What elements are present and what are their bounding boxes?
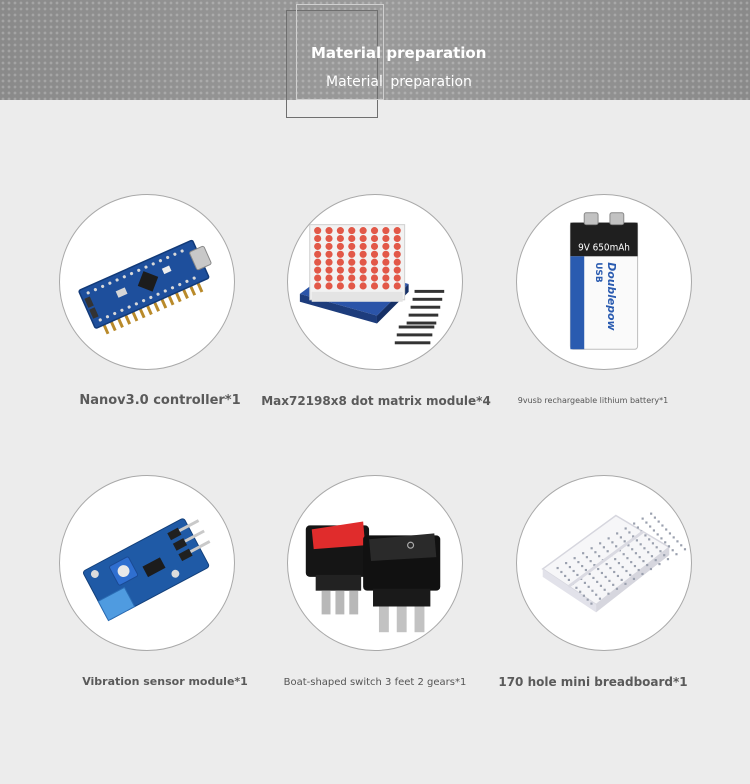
led-dot: [348, 235, 355, 242]
led-dot: [348, 227, 355, 234]
led-dot: [314, 235, 321, 242]
breadboard-hole: [596, 581, 598, 583]
led-dot: [360, 267, 367, 274]
breadboard-hole: [601, 572, 603, 574]
breadboard-hole: [599, 542, 601, 544]
led-dot: [360, 251, 367, 258]
item-label-breadboard: 170 hole mini breadboard*1: [498, 675, 688, 689]
led-dot-matrix-module-icon: [288, 195, 462, 369]
led-dot: [348, 243, 355, 250]
breadboard-hole: [642, 518, 644, 520]
led-dot: [394, 274, 401, 281]
breadboard-hole: [620, 536, 622, 538]
breadboard-hole: [588, 586, 590, 588]
led-dot: [337, 235, 344, 242]
led-dot: [325, 251, 332, 258]
breadboard-hole: [621, 579, 623, 581]
breadboard-hole: [560, 571, 562, 573]
led-dot: [314, 243, 321, 250]
breadboard-hole: [583, 595, 585, 597]
led-dot: [314, 227, 321, 234]
led-dot: [314, 259, 321, 266]
breadboard-hole: [607, 550, 609, 552]
item-label-battery: 9vusb rechargeable lithium battery*1: [517, 396, 669, 405]
breadboard-hole: [576, 574, 578, 576]
breadboard-hole: [577, 561, 579, 563]
led-dot: [325, 243, 332, 250]
breadboard-hole: [661, 524, 663, 526]
led-dot: [382, 251, 389, 258]
breadboard-hole: [624, 540, 626, 542]
battery-brand: Doublepow: [604, 262, 618, 331]
breadboard-hole: [603, 546, 605, 548]
breadboard-hole: [597, 568, 599, 570]
breadboard-hole: [625, 570, 627, 572]
led-dot: [348, 282, 355, 289]
breadboard-hole: [586, 556, 588, 558]
breadboard-hole: [624, 583, 626, 585]
breadboard-hole: [664, 541, 666, 543]
breadboard-hole: [557, 567, 559, 569]
breadboard-hole: [608, 537, 610, 539]
led-dot: [382, 243, 389, 250]
breadboard-hole: [626, 557, 628, 559]
led-dot: [382, 282, 389, 289]
breadboard-hole: [591, 547, 593, 549]
breadboard-hole: [656, 546, 658, 548]
led-dot: [348, 259, 355, 266]
led-dot: [360, 235, 367, 242]
item-image-battery: [516, 194, 692, 370]
led-dot: [371, 251, 378, 258]
breadboard-hole: [568, 579, 570, 581]
breadboard-hole: [607, 593, 609, 595]
led-dot: [325, 235, 332, 242]
breadboard-hole: [629, 574, 631, 576]
led-dot: [382, 259, 389, 266]
breadboard-hole: [623, 553, 625, 555]
led-dot: [394, 259, 401, 266]
breadboard-hole: [673, 536, 675, 538]
breadboard-hole: [565, 562, 567, 564]
breadboard-hole: [651, 555, 653, 557]
led-dot: [348, 267, 355, 274]
led-dot: [337, 259, 344, 266]
led-dot: [337, 251, 344, 258]
breadboard-hole: [569, 566, 571, 568]
breadboard-hole: [595, 594, 597, 596]
breadboard-hole: [614, 558, 616, 560]
breadboard-hole: [667, 558, 669, 560]
led-dot: [382, 227, 389, 234]
item-label-dot-matrix: Max72198x8 dot matrix module*4: [261, 394, 491, 408]
item-label-rocker-switch: Boat-shaped switch 3 feet 2 gears*1: [283, 677, 467, 688]
breadboard-hole: [594, 551, 596, 553]
breadboard-hole: [613, 571, 615, 573]
led-dot: [337, 267, 344, 274]
led-dot: [348, 251, 355, 258]
led-dot: [371, 227, 378, 234]
breadboard-hole: [605, 576, 607, 578]
breadboard-hole: [591, 590, 593, 592]
led-dot: [314, 267, 321, 274]
breadboard-hole: [617, 575, 619, 577]
led-dot: [371, 259, 378, 266]
breadboard-hole: [635, 552, 637, 554]
breadboard-hole: [669, 532, 671, 534]
breadboard-hole: [650, 568, 652, 570]
led-dot: [337, 243, 344, 250]
breadboard-hole: [573, 570, 575, 572]
breadboard-hole: [625, 527, 627, 529]
led-dot: [371, 282, 378, 289]
breadboard-hole: [665, 528, 667, 530]
breadboard-hole: [650, 513, 652, 515]
item-image-nano-controller: [59, 194, 235, 370]
breadboard-hole: [680, 544, 682, 546]
item-label-vibration-sensor: Vibration sensor module*1: [82, 675, 248, 688]
breadboard-hole: [636, 539, 638, 541]
breadboard-hole: [590, 560, 592, 562]
item-image-vibration-sensor: [59, 475, 235, 651]
breadboard-hole: [611, 541, 613, 543]
arduino-nano-board-icon: [60, 195, 234, 369]
led-dot: [394, 267, 401, 274]
breadboard-hole: [644, 534, 646, 536]
breadboard-hole: [658, 520, 660, 522]
breadboard-hole: [642, 560, 644, 562]
led-dot: [325, 227, 332, 234]
breadboard-hole: [631, 548, 633, 550]
mini-breadboard-icon: [517, 476, 691, 650]
breadboard-hole: [606, 563, 608, 565]
page-title: Material preparation: [311, 44, 487, 62]
breadboard-hole: [628, 531, 630, 533]
breadboard-hole: [634, 565, 636, 567]
breadboard-hole: [649, 525, 651, 527]
breadboard-hole: [582, 552, 584, 554]
led-dot: [394, 235, 401, 242]
led-dot: [360, 274, 367, 281]
led-dot: [314, 251, 321, 258]
9v-battery-icon: [517, 195, 691, 369]
breadboard-hole: [672, 549, 674, 551]
breadboard-hole: [604, 589, 606, 591]
breadboard-hole: [609, 567, 611, 569]
breadboard-hole: [616, 532, 618, 534]
led-dot: [382, 274, 389, 281]
breadboard-hole: [638, 569, 640, 571]
led-dot: [314, 274, 321, 281]
page-subtitle: Material preparation: [326, 74, 472, 90]
breadboard-hole: [618, 562, 620, 564]
breadboard-hole: [579, 591, 581, 593]
breadboard-hole: [585, 569, 587, 571]
rocker-switch-icon: [288, 476, 462, 650]
breadboard-hole: [675, 553, 677, 555]
breadboard-hole: [655, 559, 657, 561]
breadboard-hole: [648, 538, 650, 540]
led-dot: [371, 267, 378, 274]
led-dot: [337, 227, 344, 234]
breadboard-hole: [647, 551, 649, 553]
item-image-rocker-switch: [287, 475, 463, 651]
item-image-dot-matrix: [287, 194, 463, 370]
breadboard-hole: [640, 543, 642, 545]
breadboard-hole: [639, 556, 641, 558]
led-dot: [360, 259, 367, 266]
led-dot: [337, 274, 344, 281]
led-dot: [360, 243, 367, 250]
breadboard-hole: [615, 545, 617, 547]
led-dot: [314, 282, 321, 289]
breadboard-hole: [659, 550, 661, 552]
led-dot: [371, 243, 378, 250]
breadboard-hole: [600, 585, 602, 587]
breadboard-hole: [637, 526, 639, 528]
led-dot: [325, 274, 332, 281]
breadboard-hole: [590, 603, 592, 605]
led-dot: [348, 274, 355, 281]
breadboard-hole: [633, 522, 635, 524]
led-dot: [382, 235, 389, 242]
breadboard-hole: [575, 587, 577, 589]
breadboard-hole: [676, 540, 678, 542]
breadboard-hole: [612, 584, 614, 586]
breadboard-hole: [599, 598, 601, 600]
vibration-sensor-module-icon: [60, 476, 234, 650]
led-dot: [394, 251, 401, 258]
breadboard-hole: [564, 575, 566, 577]
led-dot: [371, 235, 378, 242]
breadboard-hole: [587, 599, 589, 601]
breadboard-hole: [684, 548, 686, 550]
breadboard-hole: [645, 521, 647, 523]
battery-usb: USB: [593, 262, 604, 283]
item-label-nano-controller: Nanov3.0 controller*1: [79, 393, 241, 408]
breadboard-hole: [646, 564, 648, 566]
breadboard-hole: [633, 578, 635, 580]
breadboard-hole: [608, 580, 610, 582]
breadboard-hole: [660, 537, 662, 539]
breadboard-hole: [574, 557, 576, 559]
led-dot: [394, 282, 401, 289]
led-dot: [360, 282, 367, 289]
breadboard-hole: [668, 545, 670, 547]
breadboard-hole: [581, 565, 583, 567]
breadboard-hole: [641, 573, 643, 575]
breadboard-hole: [592, 577, 594, 579]
led-dot: [371, 274, 378, 281]
led-dot: [325, 259, 332, 266]
led-dot: [325, 267, 332, 274]
led-dot: [394, 227, 401, 234]
breadboard-hole: [652, 542, 654, 544]
breadboard-hole: [622, 566, 624, 568]
breadboard-hole: [657, 533, 659, 535]
battery-capacity: 9V 650mAh: [578, 242, 630, 254]
led-dot: [382, 267, 389, 274]
led-dot: [325, 282, 332, 289]
led-dot: [360, 227, 367, 234]
breadboard-hole: [654, 517, 656, 519]
breadboard-hole: [643, 547, 645, 549]
breadboard-hole: [598, 555, 600, 557]
breadboard-hole: [663, 554, 665, 556]
item-image-breadboard: [516, 475, 692, 651]
breadboard-hole: [584, 582, 586, 584]
breadboard-hole: [653, 529, 655, 531]
led-dot: [394, 243, 401, 250]
breadboard-hole: [630, 561, 632, 563]
led-dot: [337, 282, 344, 289]
breadboard-hole: [658, 563, 660, 565]
breadboard-hole: [616, 588, 618, 590]
